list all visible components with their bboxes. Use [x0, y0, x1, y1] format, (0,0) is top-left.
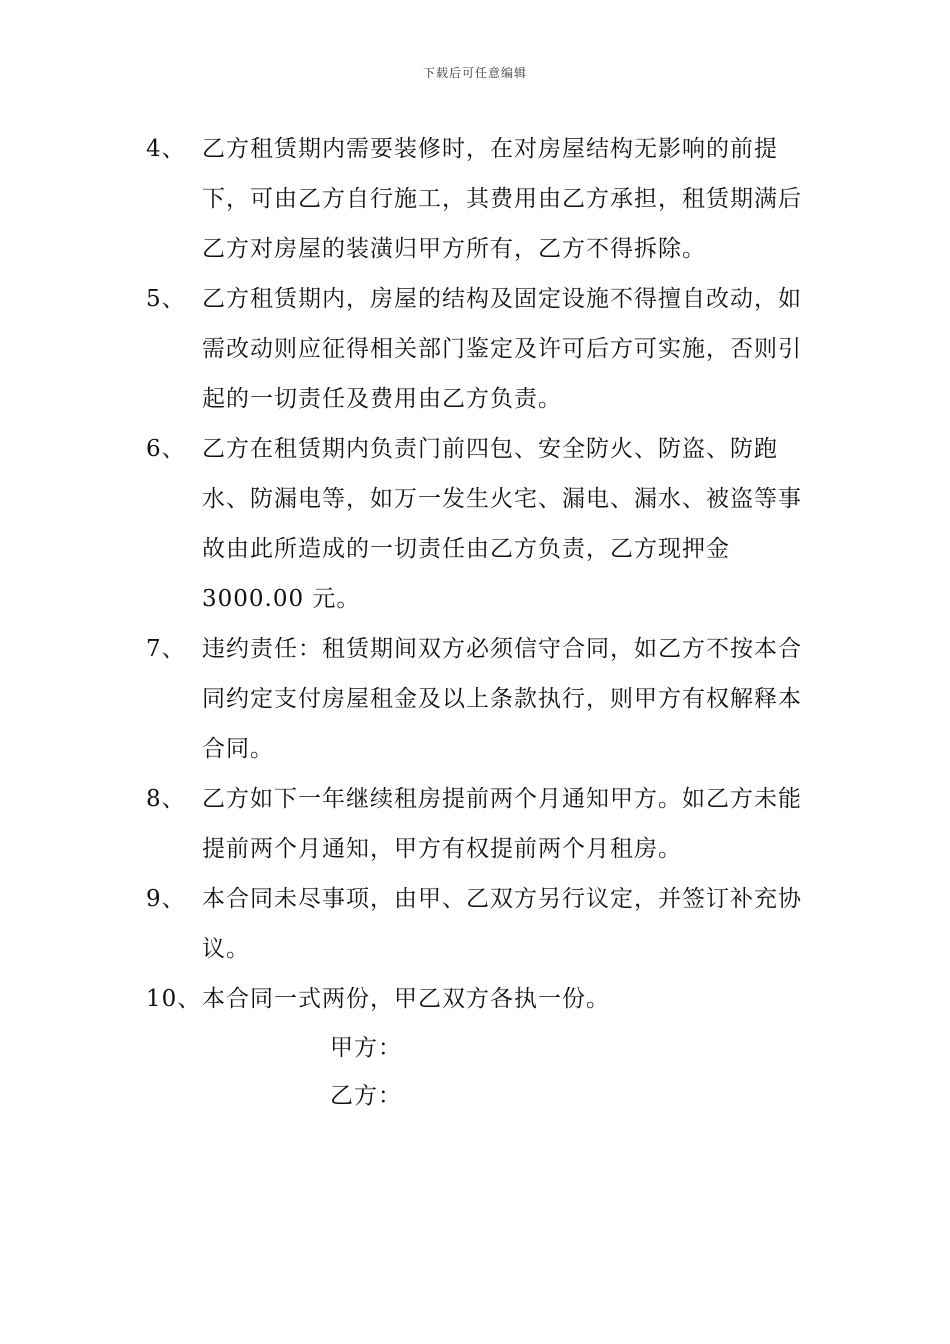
- clause-text: 乙方在租赁期内负责门前四包、安全防火、防盗、防跑水、防漏电等，如万一发生火宅、漏电、漏水、被盗等事故由此所造成的一切责任由乙方负责，乙方现押金 3000.00 元。: [202, 436, 802, 612]
- clause-number: 10、: [146, 986, 202, 1012]
- clause-number: 8、: [146, 786, 186, 812]
- clause-5: [146, 274, 846, 424]
- clause-text: 乙方租赁期内需要装修时，在对房屋结构无影响的前提下，可由乙方自行施工，其费用由乙方承担，租赁期满后乙方对房屋的装潢归甲方所有，乙方不得拆除。: [202, 136, 802, 262]
- contract-clauses: [146, 124, 846, 1024]
- clause-9: [146, 874, 846, 974]
- clause-text: 乙方如下一年继续租房提前两个月通知甲方。如乙方未能提前两个月通知，甲方有权提前两个月租房。: [202, 786, 802, 862]
- clause-text: 本合同一式两份，甲乙双方各执一份。: [202, 986, 610, 1012]
- clause-text: 本合同未尽事项，由甲、乙双方另行议定，并签订补充协议。: [202, 886, 802, 962]
- page-header: 下载后可任意编辑: [422, 66, 527, 80]
- clause-number: 4、: [146, 136, 186, 162]
- party-a-signature-label: 甲方：: [330, 1035, 402, 1061]
- clause-number: 6、: [146, 436, 186, 462]
- clause-7: [146, 624, 846, 774]
- clause-number: 9、: [146, 886, 186, 912]
- clause-number: 5、: [146, 286, 186, 312]
- clause-text: 违约责任：租赁期间双方必须信守合同，如乙方不按本合同约定支付房屋租金及以上条款执行，则甲方有权解释本合同。: [202, 636, 802, 762]
- party-b-signature-label: 乙方：: [330, 1083, 402, 1109]
- clause-6: [146, 424, 846, 624]
- signature-block: [330, 1024, 402, 1120]
- clause-number: 7、: [146, 636, 186, 662]
- clause-text: 乙方租赁期内，房屋的结构及固定设施不得擅自改动，如需改动则应征得相关部门鉴定及许可后方可实施，否则引起的一切责任及费用由乙方负责。: [202, 286, 802, 412]
- clause-8: [146, 774, 846, 874]
- clause-4: [146, 124, 846, 274]
- clause-10: [146, 974, 846, 1024]
